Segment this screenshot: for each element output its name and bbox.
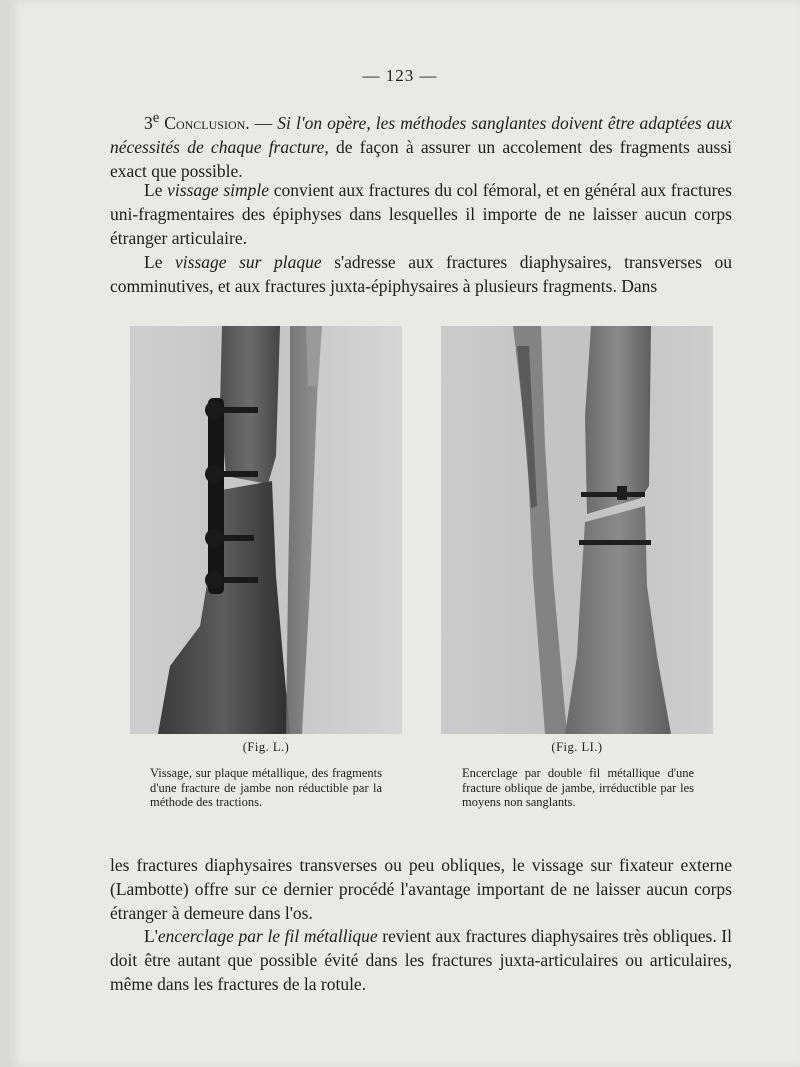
heading-dash: — — [249, 112, 278, 133]
paragraph-start: L' — [144, 926, 158, 946]
figure-l-xray — [130, 326, 402, 734]
term-vissage-plaque: vissage sur plaque — [175, 252, 322, 272]
section-heading: Conclusion. — [164, 112, 250, 133]
figure-li-label: (Fig. LI.) — [551, 740, 603, 754]
paragraph-text: s'adresse aux fractures diaphysaires, transverses ou comminutives, et aux fractures juxta-épiphysaires à plusieurs fragments. Dans — [110, 252, 732, 296]
paragraph-encerclage — [110, 924, 732, 996]
conclusion-text: de façon à assurer un accolement des fragments aussi exact que possible. — [110, 136, 732, 181]
term-encerclage: encerclage par le fil métallique — [157, 926, 378, 946]
figure-li-caption: Encerclage par double fil métallique d'une fracture oblique de jambe, irréductible par les moyens non sanglants. — [462, 766, 694, 809]
paragraph-fixateur-externe: les fractures diaphysaires transverses ou peu obliques, le vissage sur fixateur externe (Lambotte) offre sur ce dernier procédé l'avantage important de ne laisser aucun corps étranger à demeure dans l'os. — [110, 855, 732, 923]
figure-l-caption: Vissage, sur plaque métallique, des fragments d'une fracture de jambe non réductible par la méthode des tractions. — [150, 766, 382, 809]
figure-l-label: (Fig. L.) — [242, 740, 290, 754]
paragraph-vissage-simple — [110, 178, 732, 250]
page-number: — 123 — — [362, 66, 438, 85]
term-vissage-simple: vissage simple — [167, 180, 270, 200]
paragraph-text: convient aux fractures du col fémoral, et en général aux fractures uni-fragmentaires des épiphyses dans lesquelles il importe de ne laisser aucun corps étranger articulaire. — [110, 180, 732, 248]
paragraph-vissage-plaque — [110, 250, 732, 298]
conclusion-italic-text: Si l'on opère, les méthodes sanglantes doivent être adaptées aux nécessités de chaque fracture, — [110, 112, 733, 157]
paragraph-start: Le — [144, 252, 176, 272]
paragraph-start: Le — [144, 180, 168, 200]
paragraph-conclusion — [110, 106, 732, 183]
paragraph-text: revient aux fractures diaphysaires très obliques. Il doit être autant que possible évité dans les fractures juxta-articulaires ou articulaires, même dans les fractures de la rotule. — [110, 926, 732, 994]
section-number-suffix: e — [152, 110, 160, 126]
section-number: 3 — [144, 112, 153, 133]
figure-li-xray — [441, 326, 713, 734]
